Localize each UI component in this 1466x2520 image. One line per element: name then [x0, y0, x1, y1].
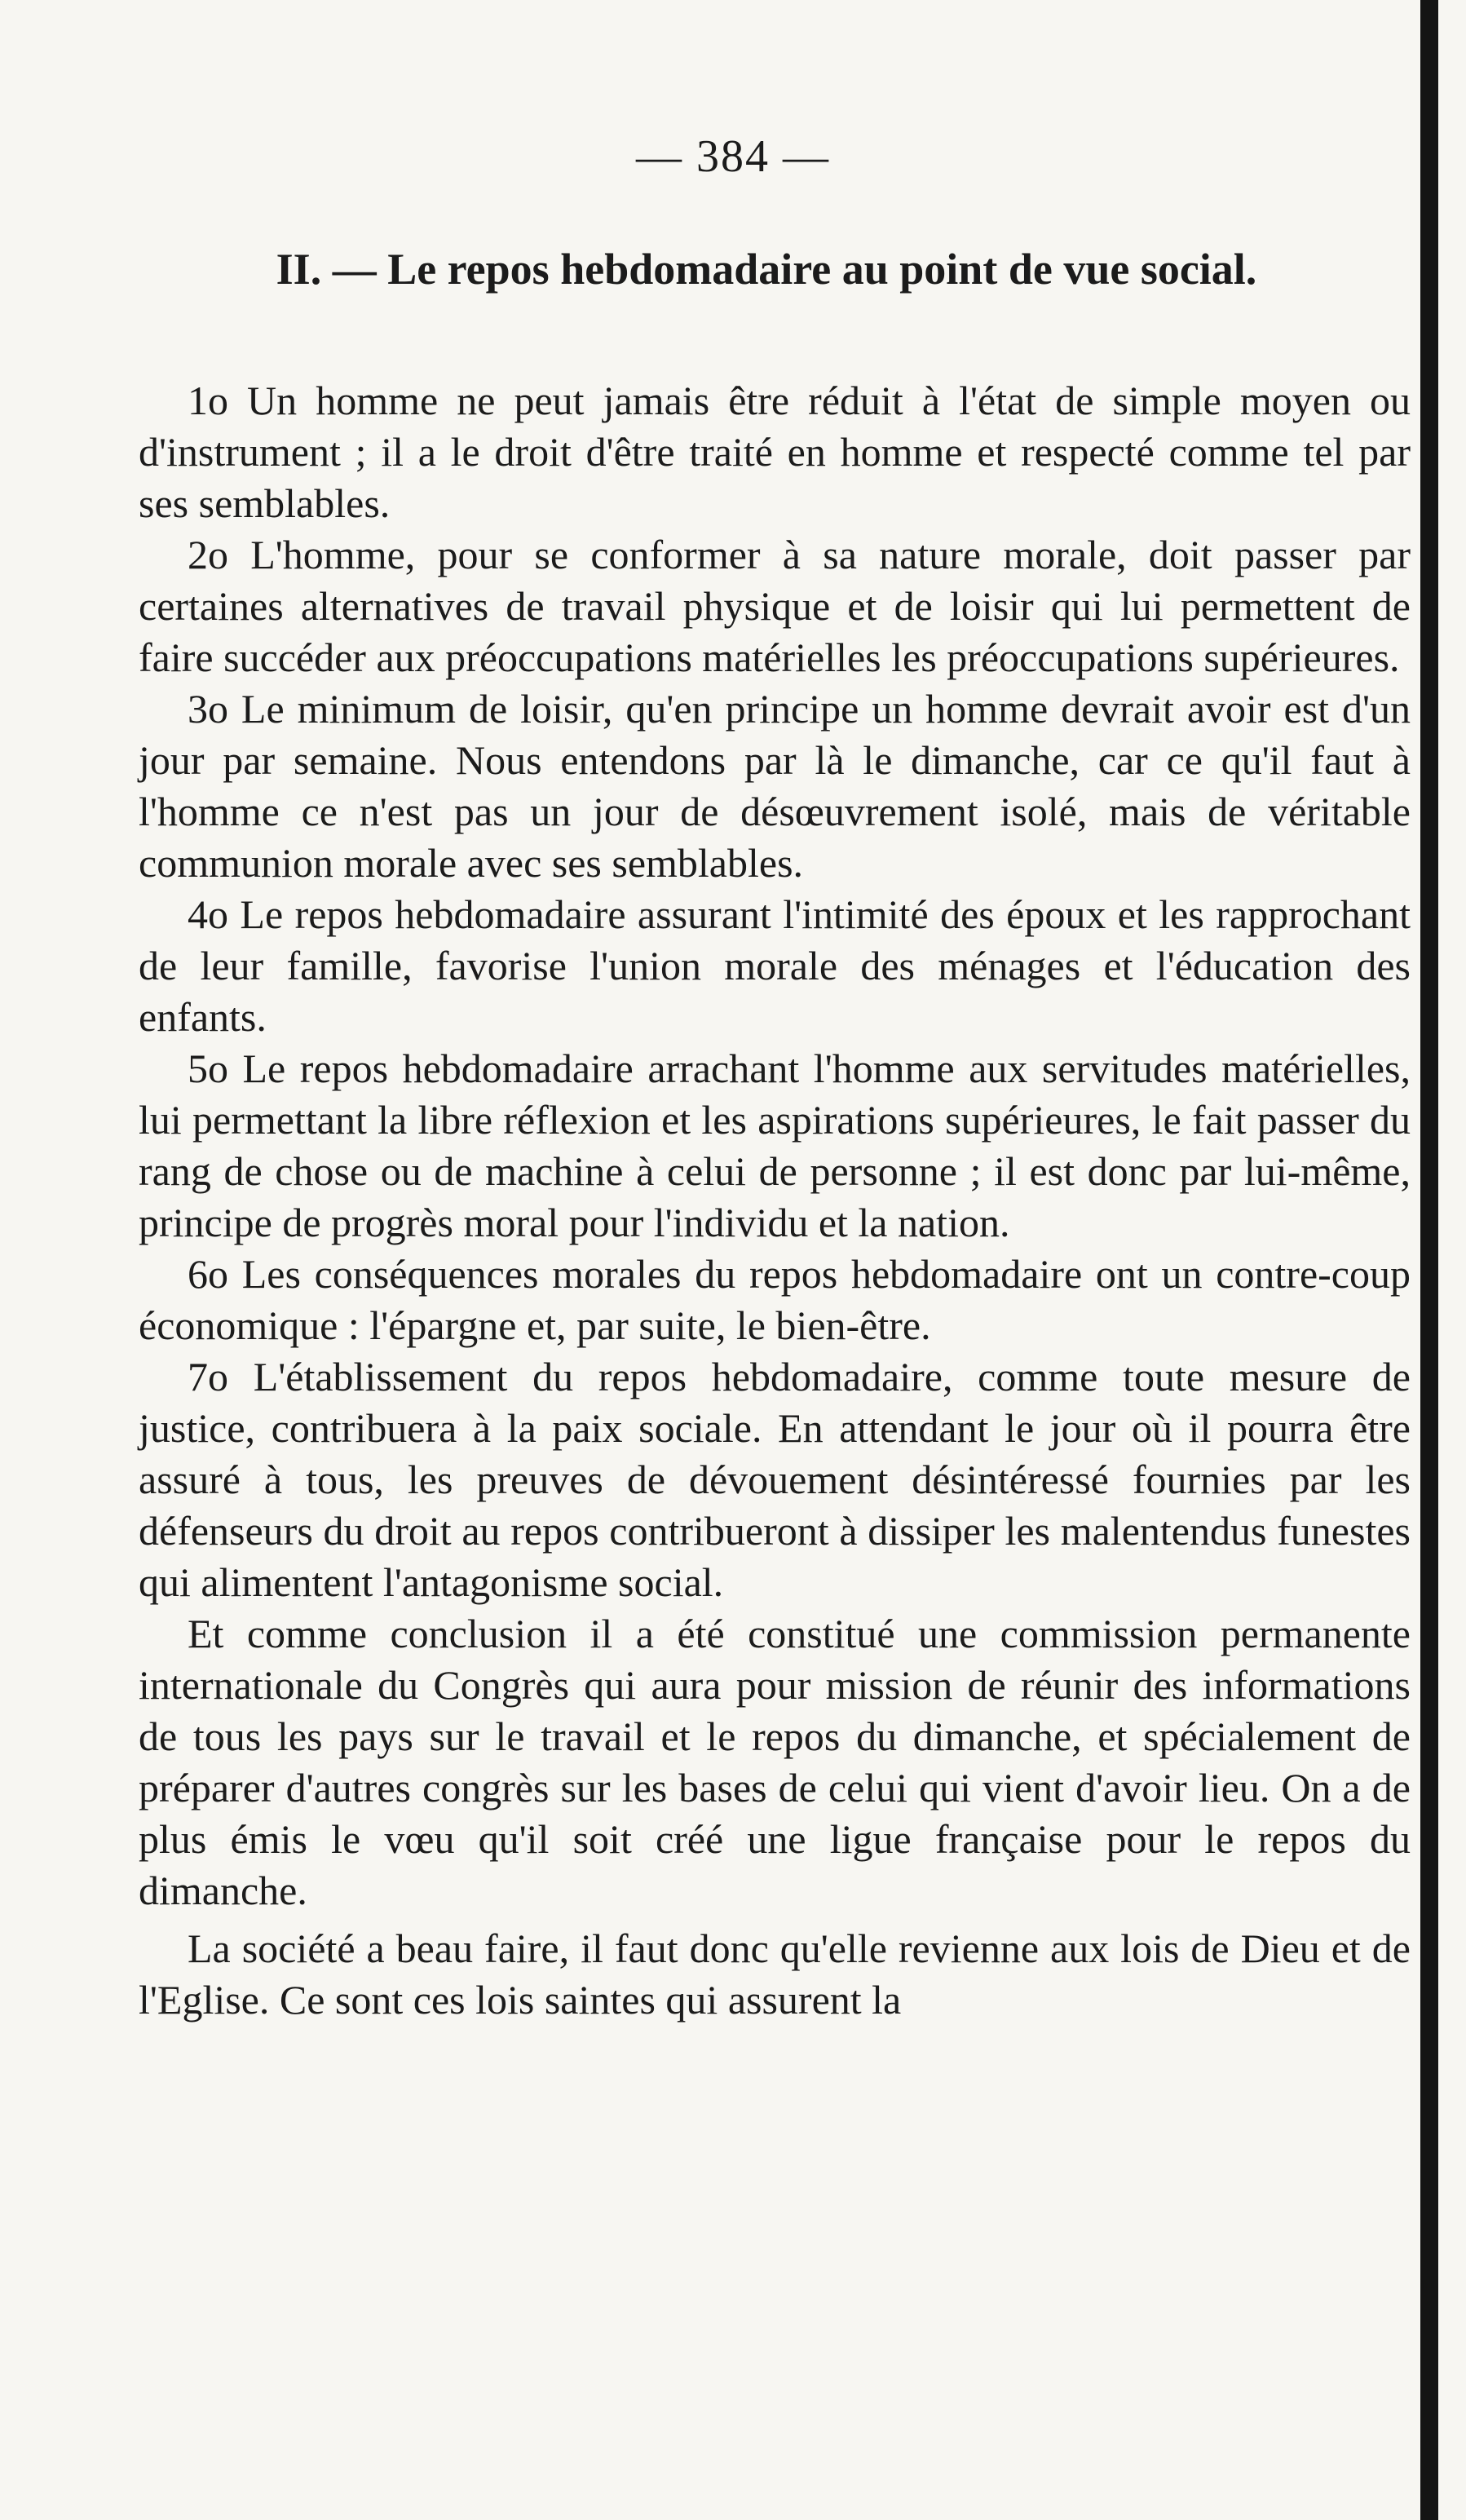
- section-heading: II. — Le repos hebdomadaire au point de vue social.: [276, 245, 1257, 294]
- page-edge-shadow: [1420, 0, 1438, 2520]
- body-text: [139, 375, 1411, 2026]
- paragraph-conclusion: Et comme conclusion il a été constitué une commission permanente internationale du Congrès qui aura pour mission de réunir des informations de tous les pays sur le travail et le repos du dimanche, et spécialement de préparer d'autres congrès sur les bases de celui qui vient d'avoir lieu. On a de plus émis le vœu qu'il soit créé une ligue française pour le repos du dimanche.: [139, 1611, 1411, 1913]
- paragraph-3: 3o Le minimum de loisir, qu'en principe un homme devrait avoir est d'un jour par semaine. Nous entendons par là le dimanche, car ce qu'il faut à l'homme ce n'est pas un jour de désœuvrement isolé, mais de véritable communion morale avec ses semblables.: [139, 686, 1411, 886]
- paragraph-6: 6o Les conséquences morales du repos hebdomadaire ont un contre-coup économique : l'épargne et, par suite, le bien-être.: [139, 1251, 1411, 1348]
- paragraph-5: 5o Le repos hebdomadaire arrachant l'homme aux servitudes matérielles, lui permettant la libre réflexion et les aspirations supérieures, le fait passer du rang de chose ou de machine à celui de personne ; il est donc par lui-même, principe de progrès moral pour l'individu et la nation.: [139, 1046, 1411, 1245]
- page-number: — 384 —: [636, 131, 830, 182]
- paragraph-7: 7o L'établissement du repos hebdomadaire, comme toute mesure de justice, contribuera à la paix sociale. En attendant le jour où il pourra être assuré à tous, les preuves de dévouement désintéressé fournies par les défenseurs du droit au repos contribueront à dissiper les malentendus funestes qui alimentent l'antagonisme social.: [139, 1354, 1411, 1605]
- paragraph-2: 2o L'homme, pour se conformer à sa nature morale, doit passer par certaines alternatives de travail physique et de loisir qui lui permettent de faire succéder aux préoccupations matérielles les préoccupations supérieures.: [139, 532, 1411, 680]
- paragraph-4: 4o Le repos hebdomadaire assurant l'intimité des époux et les rapprochant de leur famille, favorise l'union morale des ménages et l'éducation des enfants.: [139, 891, 1411, 1040]
- paragraph-closing: La société a beau faire, il faut donc qu'elle revienne aux lois de Dieu et de l'Eglise. Ce sont ces lois saintes qui assurent la: [139, 1925, 1411, 2023]
- paragraph-1: 1o Un homme ne peut jamais être réduit à l'état de simple moyen ou d'instrument ; il a le droit d'être traité en homme et respecté comme tel par ses semblables.: [139, 378, 1411, 526]
